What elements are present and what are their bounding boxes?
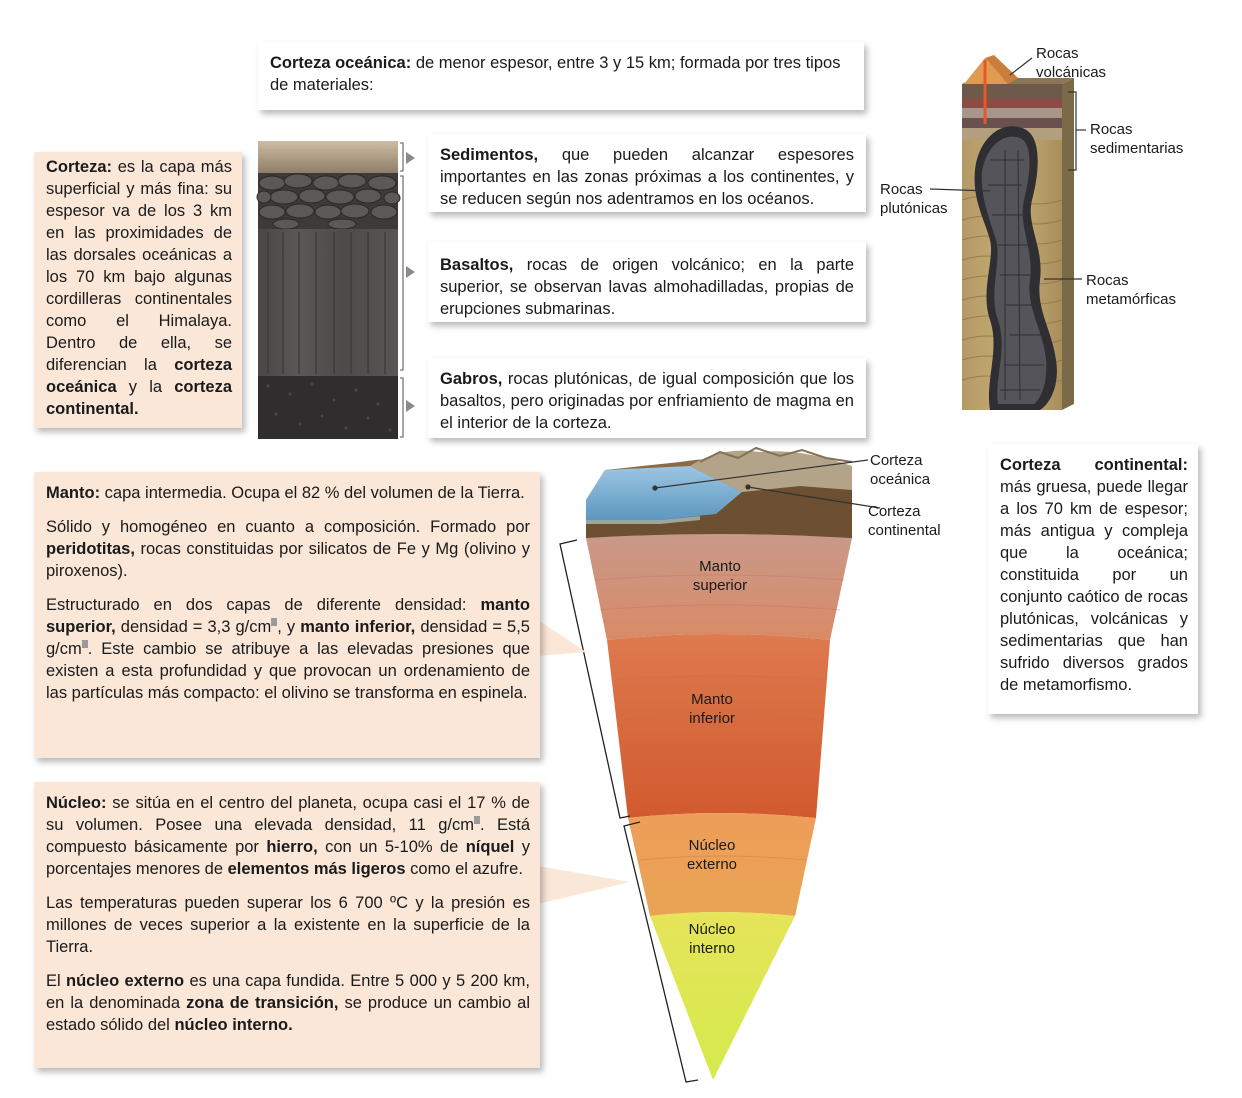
niquel-term: níquel	[465, 838, 515, 856]
oceanic-box-pointer	[608, 110, 630, 128]
nucleo-p1b: . Está compuesto básicamente por	[46, 816, 531, 856]
sedimentos-text: que pueden alcanzar espesores importantes en las zonas próximas a los continentes, y se reducen según nos adentramos en los océanos.	[440, 146, 854, 208]
label-corteza-oceanica: Corteza oceánica	[870, 452, 931, 488]
oceanic-crust-title: Corteza oceánica:	[270, 54, 412, 72]
nucleo-p1d: con un 5-10% de	[325, 838, 459, 856]
gabros-text: rocas plutónicas, de igual composición que los basaltos, pero originadas por enfriamiento de magma en el interior de la corteza.	[440, 370, 855, 432]
ligeros-term: elementos más ligeros	[227, 860, 406, 878]
continental-crust-text: más gruesa, puede llegar a los 70 km de espesor; más antigua y compleja que la oceánica; constituida por un conjunto caótico de rocas plutónicas, volcánicas y sedimentarias que han sufrido diversos grados de metamorfismo.	[1000, 478, 1188, 694]
corteza-box	[34, 152, 242, 428]
corteza-oceanica-term: corteza oceánica	[46, 356, 232, 396]
basaltos-title: Basaltos,	[440, 256, 514, 274]
corteza-continental-term: corteza continental.	[46, 378, 232, 418]
oceanic-crust-box	[258, 42, 864, 110]
gabros-title: Gabros,	[440, 370, 503, 388]
nucleo-p3e: se produce un cambio al estado sólido del	[46, 994, 531, 1034]
nucleo-p1f: y porcentajes menores de	[46, 838, 530, 878]
nucleo-pointer	[538, 866, 630, 904]
manto-p2c: rocas constituidas por silicatos de Fe y Mg (olivino y piroxenos).	[46, 540, 530, 580]
manto-p3f: densidad = 5,5 g/cm	[46, 618, 530, 658]
nucleo-p2: Las temperaturas pueden superar los 6 700 ºC y la presión es millones de veces superior a la existente en la superficie de la Tierra.	[46, 894, 530, 956]
manto-p3c: densidad = 3,3 g/cm	[120, 618, 272, 636]
continental-crust-title: Corteza continental:	[1000, 456, 1188, 474]
nucleo-p3a: El	[46, 972, 61, 990]
nucleo-title: Núcleo:	[46, 794, 107, 812]
label-rocas-volcanicas: Rocas volcánicas	[1036, 45, 1107, 81]
manto-p3a: Estructurado en dos capas de diferente densidad:	[46, 596, 467, 614]
earth-wedge	[586, 448, 852, 1080]
label-rocas-plutonicas: Rocas plutónicas	[880, 181, 948, 217]
nucleo-p1h: como el azufre.	[410, 860, 523, 878]
label-nucleo-interno: Núcleo interno	[688, 921, 736, 957]
sedimentos-box	[428, 134, 866, 212]
manto-box	[34, 472, 540, 758]
nucleo-p1a: se sitúa en el centro del planeta, ocupa casi el 17 % de su volumen. Posee una elevada densidad, 11 g/cm	[46, 794, 530, 834]
oceanic-crust-text: de menor espesor, entre 3 y 15 km; formada por tres tipos de materiales:	[270, 54, 841, 94]
continental-crust-box	[988, 444, 1198, 714]
nucleo-externo-term: núcleo externo	[66, 972, 185, 990]
sedimentos-title: Sedimentos,	[440, 146, 539, 164]
oceanic-crust-column	[257, 141, 400, 439]
manto-p2a: Sólido y homogéneo en cuanto a composición. Formado por	[46, 518, 530, 536]
manto-title: Manto:	[46, 484, 101, 502]
manto-pointer	[538, 620, 586, 656]
basaltos-box	[428, 242, 866, 322]
nucleo-interno-term: núcleo interno.	[174, 1016, 293, 1034]
zona-transicion-term: zona de transición,	[186, 994, 339, 1012]
manto-p3g: . Este cambio se atribuye a las elevadas presiones que existen a esta profundidad y que provocan un ordenamiento de las partículas más compacto: el olivino se transforma en espinela.	[46, 640, 530, 702]
label-manto-inferior: Manto inferior	[689, 691, 735, 727]
corteza-conj: y la	[128, 378, 163, 396]
label-nucleo-externo: Núcleo externo	[686, 837, 738, 873]
label-rocas-metamorficas: Rocas metamórficas	[1086, 272, 1177, 308]
continental-box-pointer	[1062, 410, 1090, 444]
peridotitas-term: peridotitas,	[46, 540, 135, 558]
corteza-text: es la capa más superficial y más fina: su espesor va de los 3 km en las proximidades de las dorsales oceánicas a los 70 km bajo algunas cordilleras continentales como el Himalaya. Dentro de ella, se diferencian la	[46, 158, 232, 374]
continental-crust-column	[962, 55, 1074, 410]
oceanic-arrows	[406, 152, 415, 412]
nucleo-p3c: es una capa fundida. Entre 5 000 y 5 200 km, en la denominada	[46, 972, 530, 1012]
label-manto-superior: Manto superior	[692, 558, 748, 594]
manto-superior-term: manto superior,	[46, 596, 530, 636]
label-corteza-continental: Corteza continental	[868, 503, 941, 539]
nucleo-box	[34, 782, 540, 1068]
manto-p1: capa intermedia. Ocupa el 82 % del volumen de la Tierra.	[104, 484, 525, 502]
manto-p3d: , y	[277, 618, 296, 636]
corteza-title: Corteza:	[46, 158, 113, 176]
basaltos-text: rocas de origen volcánico; en la parte superior, se observan lavas almohadilladas, propias de erupciones submarinas.	[440, 256, 855, 318]
label-rocas-sedimentarias: Rocas sedimentarias	[1090, 121, 1184, 157]
hierro-term: hierro,	[266, 838, 318, 856]
oceanic-brackets	[400, 143, 403, 437]
manto-inferior-term: manto inferior,	[300, 618, 416, 636]
gabros-box	[428, 358, 866, 438]
